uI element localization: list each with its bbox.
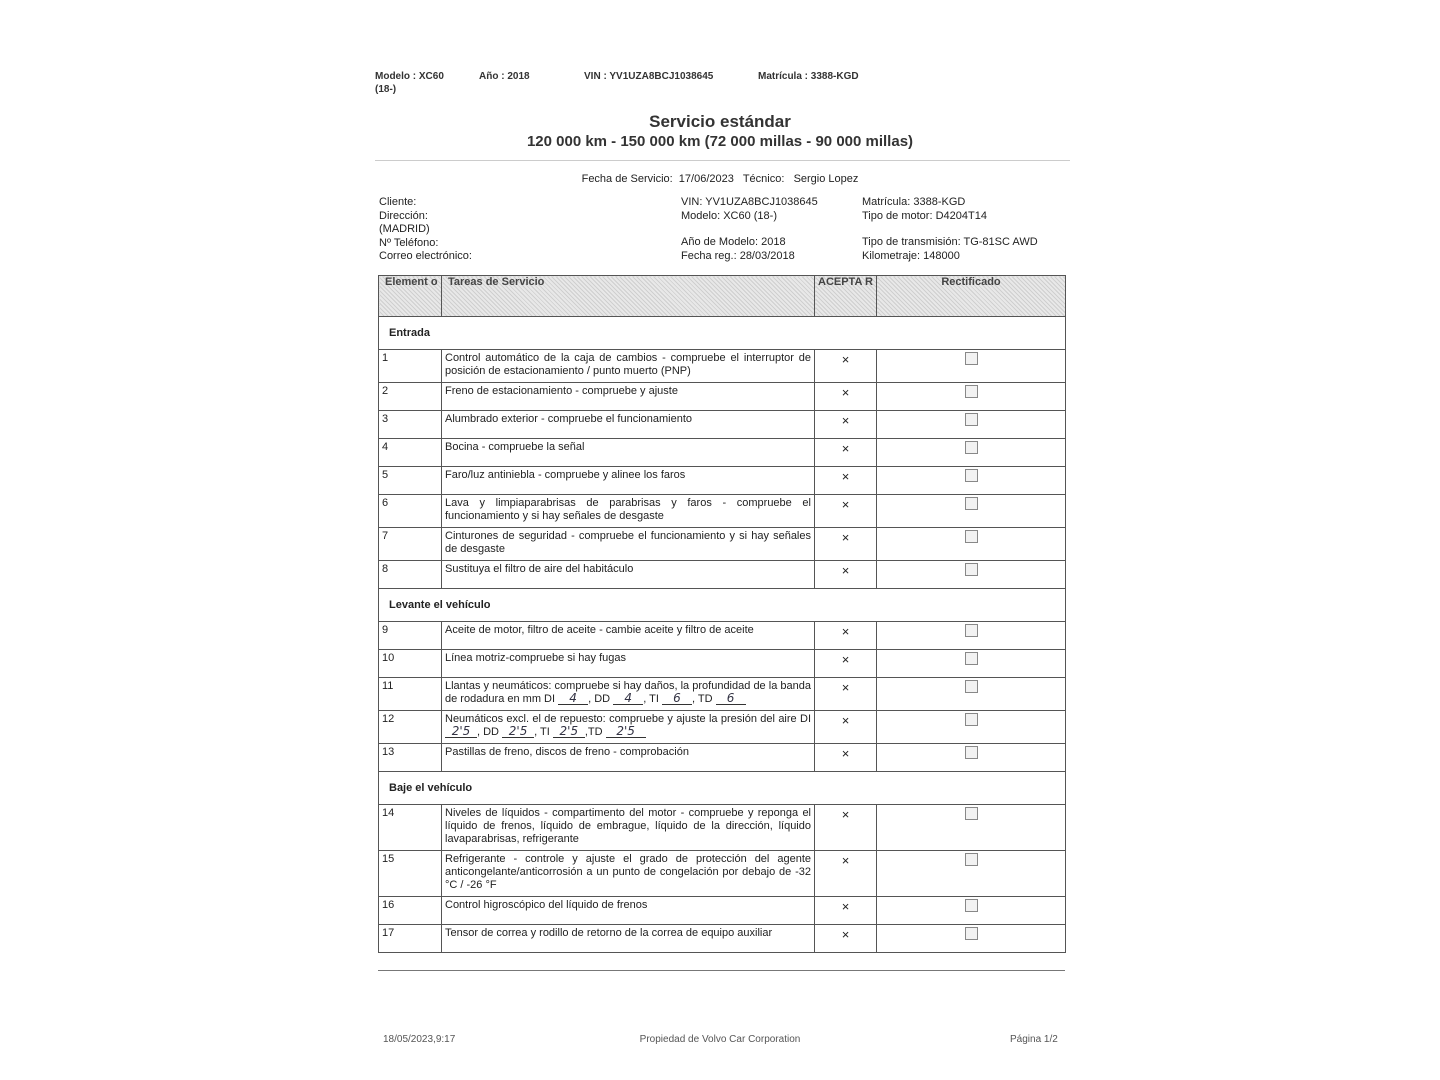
email-label: Correo electrónico: [379,250,472,262]
rectified-checkbox[interactable] [965,899,978,912]
col-header-aceptar: ACEPTA R [815,276,877,317]
service-tasks-table [378,275,1066,953]
label-td: ,TD [584,726,603,738]
accept-mark: × [815,467,877,495]
handwritten-ti: 2'5 [553,726,585,738]
table-row [379,383,1066,411]
task-number: 6 [379,495,442,528]
task-number: 16 [379,897,442,925]
vehicle-vin: VIN: YV1UZA8BCJ1038645 [681,196,818,208]
task-text: Freno de estacionamiento - compruebe y ajuste [442,383,815,411]
vehicle-registration-date: Fecha reg.: 28/03/2018 [681,250,795,262]
accept-mark: × [815,678,877,711]
header-anio: Año : 2018 [479,71,530,82]
task-text: Cinturones de seguridad - compruebe el funcionamiento y si hay señales de desgaste [442,528,815,561]
task-number: 8 [379,561,442,589]
service-date-line: Fecha de Servicio: 17/06/2023 Técnico: Sergio Lopez [581,173,859,185]
accept-mark: × [815,744,877,772]
task-number: 13 [379,744,442,772]
rectified-checkbox[interactable] [965,530,978,543]
task-text: Faro/luz antiniebla - compruebe y alinee los faros [442,467,815,495]
vehicle-mileage: Kilometraje: 148000 [862,250,960,262]
header-vin: VIN : YV1UZA8BCJ1038645 [584,71,714,82]
section-row-entrada [379,317,1066,350]
task-number: 2 [379,383,442,411]
col-header-elemento: Element o [379,276,442,317]
task-text: Pastillas de freno, discos de freno - comprobación [442,744,815,772]
section-title: Levante el vehículo [379,589,1066,622]
task-number: 11 [379,678,442,711]
task-number: 17 [379,925,442,953]
task-number: 14 [379,805,442,851]
table-row [379,851,1066,897]
document-title: Servicio estándar [649,112,791,131]
accept-mark: × [815,439,877,467]
label-ti: , TI [643,693,659,705]
rectified-checkbox[interactable] [965,563,978,576]
accept-mark: × [815,711,877,744]
vehicle-model: Modelo: XC60 (18-) [681,210,777,222]
table-row [379,528,1066,561]
rectified-checkbox[interactable] [965,746,978,759]
table-row [379,897,1066,925]
rectified-checkbox[interactable] [965,624,978,637]
title-divider [375,160,1070,161]
table-row [379,467,1066,495]
accept-mark: × [815,925,877,953]
task-text: Aceite de motor, filtro de aceite - cambie aceite y filtro de aceite [442,622,815,650]
table-row [379,495,1066,528]
accept-mark: × [815,495,877,528]
rectified-checkbox[interactable] [965,853,978,866]
task-number: 5 [379,467,442,495]
handwritten-dd: 2'5 [502,726,534,738]
handwritten-ti: 6 [662,693,692,705]
task-text: Control higroscópico del líquido de frenos [442,897,815,925]
table-row [379,439,1066,467]
vehicle-engine-type: Tipo de motor: D4204T14 [862,210,987,222]
task-number: 4 [379,439,442,467]
rectified-checkbox[interactable] [965,441,978,454]
table-row [379,678,1066,711]
rectified-checkbox[interactable] [965,807,978,820]
task-text: Alumbrado exterior - compruebe el funcionamiento [442,411,815,439]
task-number: 3 [379,411,442,439]
task-number: 12 [379,711,442,744]
section-title: Entrada [379,317,1066,350]
label-ti: , TI [534,726,550,738]
accept-mark: × [815,805,877,851]
accept-mark: × [815,528,877,561]
section-title: Baje el vehículo [379,772,1066,805]
col-header-tareas: Tareas de Servicio [442,276,815,317]
task-text: Tensor de correa y rodillo de retorno de la correa de equipo auxiliar [442,925,815,953]
table-row [379,622,1066,650]
task-text: Sustituya el filtro de aire del habitáculo [442,561,815,589]
handwritten-di: 4 [558,693,588,705]
rectified-checkbox[interactable] [965,497,978,510]
section-row-baje [379,772,1066,805]
task-text: Control automático de la caja de cambios - compruebe el interruptor de posición de estacionamiento / punto muerto (PNP) [442,350,815,383]
handwritten-dd: 4 [613,693,643,705]
accept-mark: × [815,851,877,897]
document-subtitle: 120 000 km - 150 000 km (72 000 millas - 90 000 millas) [526,133,914,150]
accept-mark: × [815,350,877,383]
task-number: 1 [379,350,442,383]
task-text-lead: Neumáticos excl. el de repuesto: compruebe y ajuste la presión del aire DI [445,713,811,725]
rectified-checkbox[interactable] [965,652,978,665]
accept-mark: × [815,411,877,439]
table-row [379,744,1066,772]
rectified-checkbox[interactable] [965,413,978,426]
task-text: Bocina - compruebe la señal [442,439,815,467]
task-text: Refrigerante - controle y ajuste el grado de protección del agente anticongelante/anticorrosión a un punto de congelación por debajo de -32 °C / -26 °F [442,851,815,897]
table-row [379,350,1066,383]
vehicle-transmission: Tipo de transmisión: TG-81SC AWD [862,236,1038,248]
rectified-checkbox[interactable] [965,927,978,940]
header-modelo-sub: (18-) [375,84,397,95]
table-row [379,561,1066,589]
accept-mark: × [815,383,877,411]
footer-owner: Propiedad de Volvo Car Corporation [639,1034,801,1045]
accept-mark: × [815,897,877,925]
section-row-levante [379,589,1066,622]
client-label: Cliente: [379,196,417,208]
rectified-checkbox[interactable] [965,680,978,693]
vehicle-model-year: Año de Modelo: 2018 [681,236,786,248]
table-row [379,650,1066,678]
rectified-checkbox[interactable] [965,469,978,482]
header-modelo: Modelo : XC60 [375,71,444,82]
handwritten-di: 2'5 [445,726,477,738]
handwritten-td: 2'5 [606,726,646,738]
table-bottom-rule [378,970,1065,971]
header-matricula: Matrícula : 3388-KGD [758,71,859,82]
task-text [442,678,815,711]
rectified-checkbox[interactable] [965,352,978,365]
task-text [442,711,815,744]
task-number: 9 [379,622,442,650]
label-dd: , DD [477,726,499,738]
footer-date: 18/05/2023,9:17 [383,1034,456,1045]
phone-label: Nº Teléfono: [379,237,439,249]
task-number: 10 [379,650,442,678]
vehicle-plate: Matrícula: 3388-KGD [862,196,966,208]
label-dd: , DD [588,693,611,705]
task-text: Lava y limpiaparabrisas de parabrisas y faros - compruebe el funcionamiento y si hay señales de desgaste [442,495,815,528]
rectified-checkbox[interactable] [965,385,978,398]
col-header-rectificado: Rectificado [877,276,1066,317]
label-td: , TD [691,693,713,705]
task-number: 15 [379,851,442,897]
task-text: Niveles de líquidos - compartimento del motor - compruebe y reponga el líquido de frenos, líquido de embrague, líquido de la dirección, líquido lavaparabrisas, refrigerante [442,805,815,851]
task-text: Línea motriz-compruebe si hay fugas [442,650,815,678]
accept-mark: × [815,622,877,650]
task-text-lead: Llantas y neumáticos: compruebe si hay daños, la profundidad de la banda de rodadura en mm DI [445,680,811,705]
accept-mark: × [815,650,877,678]
handwritten-td: 6 [716,693,746,705]
footer-page: Página 1/2 [1010,1034,1058,1045]
address-label: Dirección: [379,210,428,222]
rectified-checkbox[interactable] [965,713,978,726]
table-row [379,711,1066,744]
city-label: (MADRID) [379,223,430,235]
task-number: 7 [379,528,442,561]
accept-mark: × [815,561,877,589]
table-header-row [379,276,1066,317]
table-row [379,411,1066,439]
table-row [379,805,1066,851]
table-row [379,925,1066,953]
